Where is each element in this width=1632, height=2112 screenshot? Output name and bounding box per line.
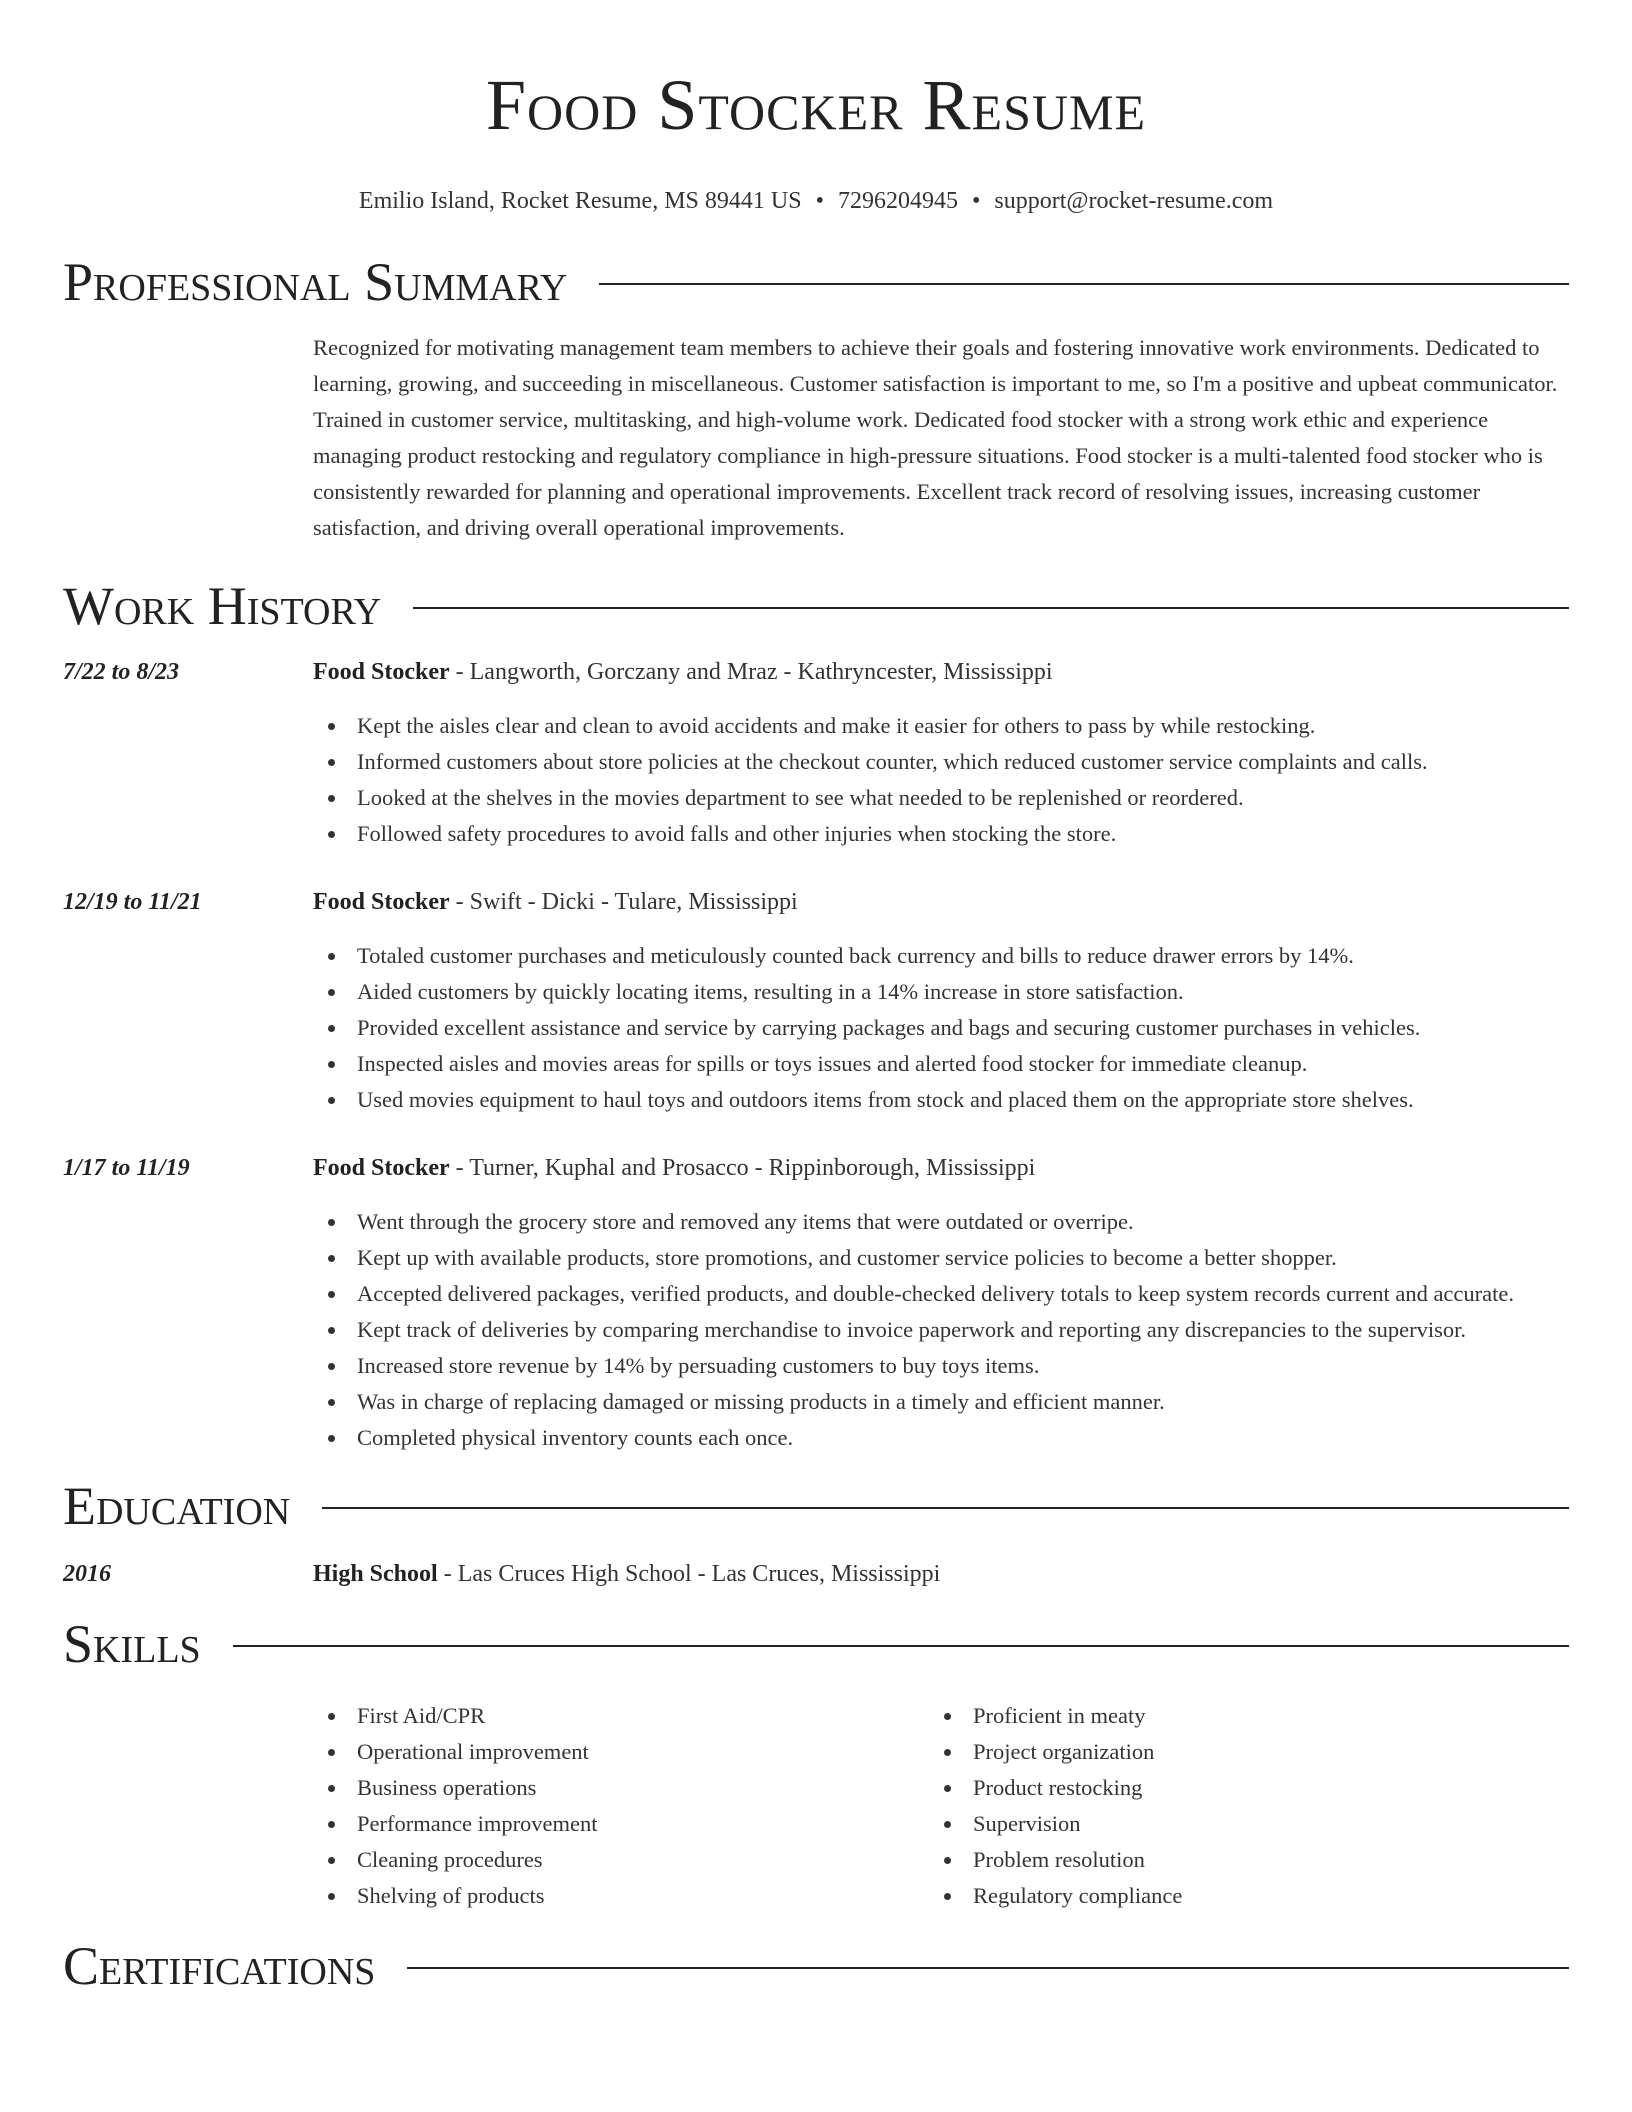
skill-item: Regulatory compliance	[929, 1878, 1545, 1914]
section-heading-education	[63, 1476, 1569, 1536]
section-title-education: Education	[63, 1476, 291, 1536]
section-divider	[407, 1967, 1569, 1969]
duty-item: Totaled customer purchases and meticulously counted back currency and bills to reduce drawer errors by 14%.	[313, 938, 1569, 974]
skill-item: Shelving of products	[313, 1878, 929, 1914]
job-entry	[63, 654, 1569, 852]
duty-item: Kept up with available products, store promotions, and customer service policies to become a better shopper.	[313, 1240, 1569, 1276]
duty-item: Looked at the shelves in the movies department to see what needed to be replenished or reordered.	[313, 780, 1569, 816]
job-duties	[313, 708, 1569, 852]
job-date: 7/22 to 8/23	[63, 659, 180, 685]
skill-item: Problem resolution	[929, 1842, 1545, 1878]
skills-column-left	[313, 1698, 929, 1914]
contact-separator: •	[815, 188, 824, 214]
section-divider	[413, 607, 1569, 609]
job-date: 12/19 to 11/21	[63, 889, 202, 915]
duty-item: Followed safety procedures to avoid falls and other injuries when stocking the store.	[313, 816, 1569, 852]
skill-item: First Aid/CPR	[313, 1698, 929, 1734]
job-employer: - Turner, Kuphal and Prosacco - Rippinborough, Mississippi	[449, 1155, 1036, 1181]
skill-item: Proficient in meaty	[929, 1698, 1545, 1734]
contact-address: Emilio Island, Rocket Resume, MS 89441 US	[358, 188, 802, 214]
contact-line	[63, 186, 1569, 216]
section-title-skills: Skills	[63, 1614, 201, 1674]
education-school: - Las Cruces High School - Las Cruces, Mississippi	[437, 1561, 941, 1587]
job-heading	[313, 1150, 1035, 1186]
duty-item: Kept the aisles clear and clean to avoid accidents and make it easier for others to pass by while restocking.	[313, 708, 1569, 744]
job-date: 1/17 to 11/19	[63, 1155, 190, 1181]
job-employer: - Swift - Dicki - Tulare, Mississippi	[449, 889, 798, 915]
section-title-work: Work History	[63, 576, 382, 636]
skill-item: Product restocking	[929, 1770, 1545, 1806]
duty-item: Informed customers about store policies at the checkout counter, which reduced customer service complaints and calls.	[313, 744, 1569, 780]
education-degree: High School	[313, 1561, 438, 1587]
duty-item: Increased store revenue by 14% by persuading customers to buy toys items.	[313, 1348, 1569, 1384]
section-divider	[599, 283, 1569, 285]
job-heading	[313, 884, 798, 920]
skill-item: Operational improvement	[313, 1734, 929, 1770]
duty-item: Accepted delivered packages, verified products, and double-checked delivery totals to keep system records current and accurate.	[313, 1276, 1569, 1312]
job-duties	[313, 938, 1569, 1118]
section-heading-summary	[63, 252, 1569, 312]
skill-item: Project organization	[929, 1734, 1545, 1770]
duty-item: Used movies equipment to haul toys and outdoors items from stock and placed them on the appropriate store shelves.	[313, 1082, 1569, 1118]
section-divider	[233, 1645, 1569, 1647]
duty-item: Provided excellent assistance and service by carrying packages and bags and securing customer purchases in vehicles.	[313, 1010, 1569, 1046]
section-title-certifications: Certifications	[63, 1936, 376, 1996]
section-heading-certifications	[63, 1936, 1569, 1996]
duty-item: Kept track of deliveries by comparing merchandise to invoice paperwork and reporting any discrepancies to the supervisor.	[313, 1312, 1569, 1348]
job-entry	[63, 884, 1569, 1118]
skills-list	[313, 1698, 1569, 1914]
job-title: Food Stocker	[313, 659, 450, 685]
section-divider	[322, 1507, 1569, 1509]
job-heading	[313, 654, 1053, 690]
education-date: 2016	[63, 1561, 111, 1587]
section-title-summary: Professional Summary	[63, 252, 568, 312]
duty-item: Was in charge of replacing damaged or missing products in a timely and efficient manner.	[313, 1384, 1569, 1420]
duty-item: Inspected aisles and movies areas for spills or toys issues and alerted food stocker for immediate cleanup.	[313, 1046, 1569, 1082]
skill-item: Business operations	[313, 1770, 929, 1806]
duty-item: Went through the grocery store and removed any items that were outdated or overripe.	[313, 1204, 1569, 1240]
section-heading-skills	[63, 1614, 1569, 1674]
resume-title: Food Stocker Resume	[486, 65, 1146, 145]
skills-column-right	[929, 1698, 1545, 1914]
job-duties	[313, 1204, 1569, 1456]
skill-item: Supervision	[929, 1806, 1545, 1842]
contact-phone: 7296204945	[837, 188, 958, 214]
skill-item: Cleaning procedures	[313, 1842, 929, 1878]
education-heading	[313, 1556, 940, 1592]
duty-item: Completed physical inventory counts each once.	[313, 1420, 1569, 1456]
education-entry	[63, 1556, 1569, 1592]
skill-item: Performance improvement	[313, 1806, 929, 1842]
contact-email: support@rocket-resume.com	[994, 188, 1274, 214]
job-employer: - Langworth, Gorczany and Mraz - Kathryncester, Mississippi	[449, 659, 1053, 685]
job-entry	[63, 1150, 1569, 1456]
contact-separator: •	[971, 188, 981, 214]
job-title: Food Stocker	[313, 1155, 450, 1181]
duty-item: Aided customers by quickly locating items, resulting in a 14% increase in store satisfaction.	[313, 974, 1569, 1010]
section-heading-work	[63, 576, 1569, 636]
summary-text: Recognized for motivating management team members to achieve their goals and fostering innovative work environments. Dedicated to learning, growing, and succeeding in miscellaneous. Customer satisfaction is important to me, so I'm a positive and upbeat communicator. Trained in customer service, multitasking, and high-volume work. Dedicated food stocker with a strong work ethic and experience managing product restocking and regulatory compliance in high-pressure situations. Food stocker is a multi-talented food stocker who is consistently rewarded for planning and operational improvements. Excellent track record of resolving issues, increasing customer satisfaction, and driving overall operational improvements.	[313, 335, 1558, 540]
job-title: Food Stocker	[313, 889, 450, 915]
